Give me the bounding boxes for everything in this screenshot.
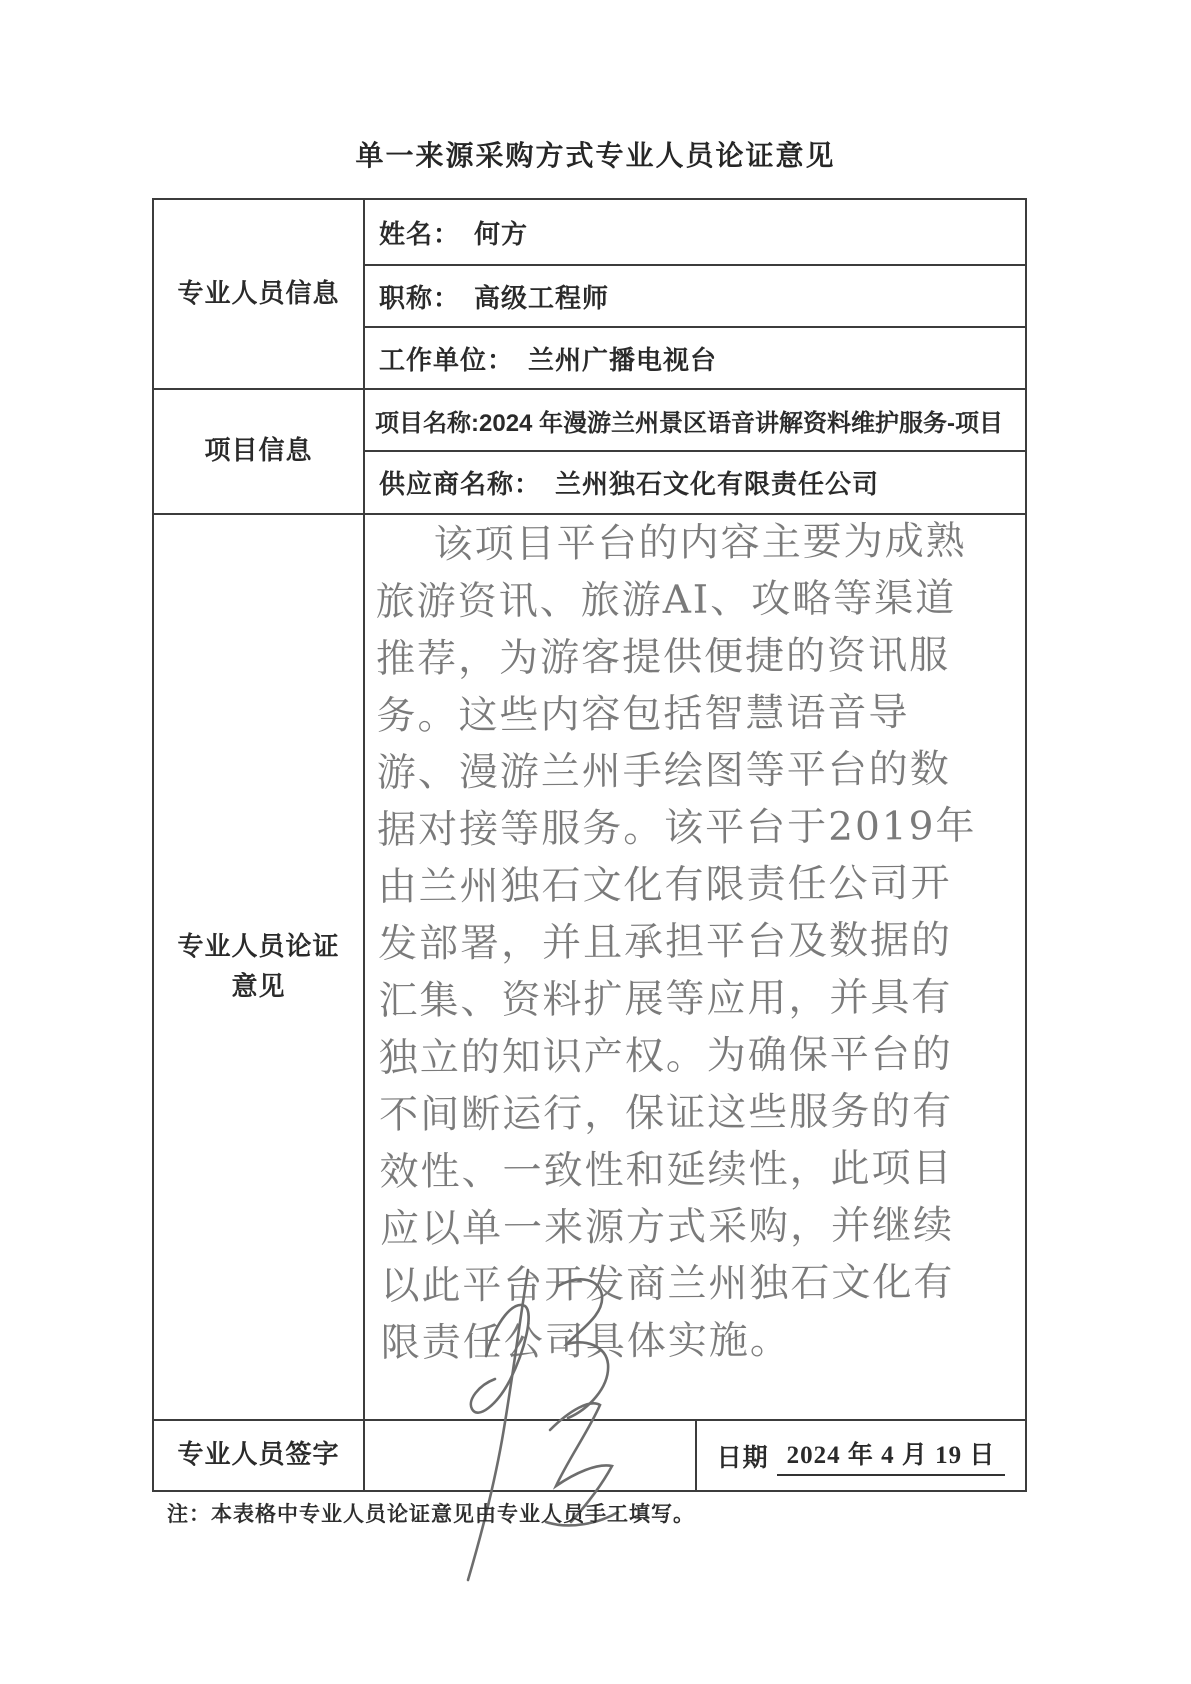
project-name-field-value: 2024 年漫游兰州景区语音讲解资料维护服务-项目	[479, 409, 1004, 437]
project-info-section-label: 项目信息	[154, 390, 365, 515]
signature-section-label: 专业人员签字	[154, 1421, 365, 1490]
title-field-value: 高级工程师	[474, 283, 610, 313]
name-field-label: 姓名：	[379, 219, 461, 249]
opinion-label-line2: 意见	[231, 972, 286, 1001]
opinion-label-line1: 专业人员论证	[177, 931, 340, 961]
verification-form-table	[152, 198, 1027, 1492]
name-field-value: 何方	[474, 219, 529, 249]
signature-row-right	[365, 1421, 1025, 1490]
name-field-row	[365, 200, 1025, 266]
work-unit-field-value: 兰州广播电视台	[528, 345, 718, 375]
date-label: 日期	[716, 1444, 769, 1472]
opinion-content-cell	[365, 515, 1025, 1421]
handwritten-opinion-text: 该项目平台的内容主要为成熟旅游资讯、旅游AI、攻略等渠道推荐，为游客提供便捷的资讯服务。这些内容包括智慧语音导游、漫游兰州手绘图等平台的数据对接等服务。该平台于2019年由兰州独石文化有限责任公司开发部署，并且承担平台及数据的汇集、资料扩展等应用，并具有独立的知识产权。为确保平台的不间断运行，保证这些服务的有效性、一致性和延续性，此项目应以单一来源方式采购，并继续以此平台开发商兰州独石文化有限责任公司具体实施。	[375, 518, 977, 1366]
supplier-field-row	[365, 452, 1025, 515]
supplier-field-value: 兰州独石文化有限责任公司	[555, 470, 880, 499]
signature-area-cell	[365, 1421, 697, 1490]
work-unit-field-label: 工作单位：	[379, 345, 515, 375]
supplier-field-label: 供应商名称：	[379, 470, 542, 499]
document-title: 单一来源采购方式专业人员论证意见	[355, 140, 836, 171]
project-name-field-row	[365, 390, 1025, 452]
title-field-label: 职称：	[379, 283, 461, 313]
work-unit-field-row	[365, 328, 1025, 390]
date-cell	[697, 1421, 1025, 1490]
personnel-info-section-label: 专业人员信息	[154, 200, 365, 390]
date-value: 2024 年 4 月 19 日	[777, 1435, 1006, 1476]
opinion-section-label	[154, 515, 365, 1421]
project-name-field-label: 项目名称:	[375, 409, 479, 437]
footnote: 注：本表格中专业人员论证意见由专业人员手工填写。	[167, 1502, 695, 1526]
title-field-row	[365, 266, 1025, 328]
